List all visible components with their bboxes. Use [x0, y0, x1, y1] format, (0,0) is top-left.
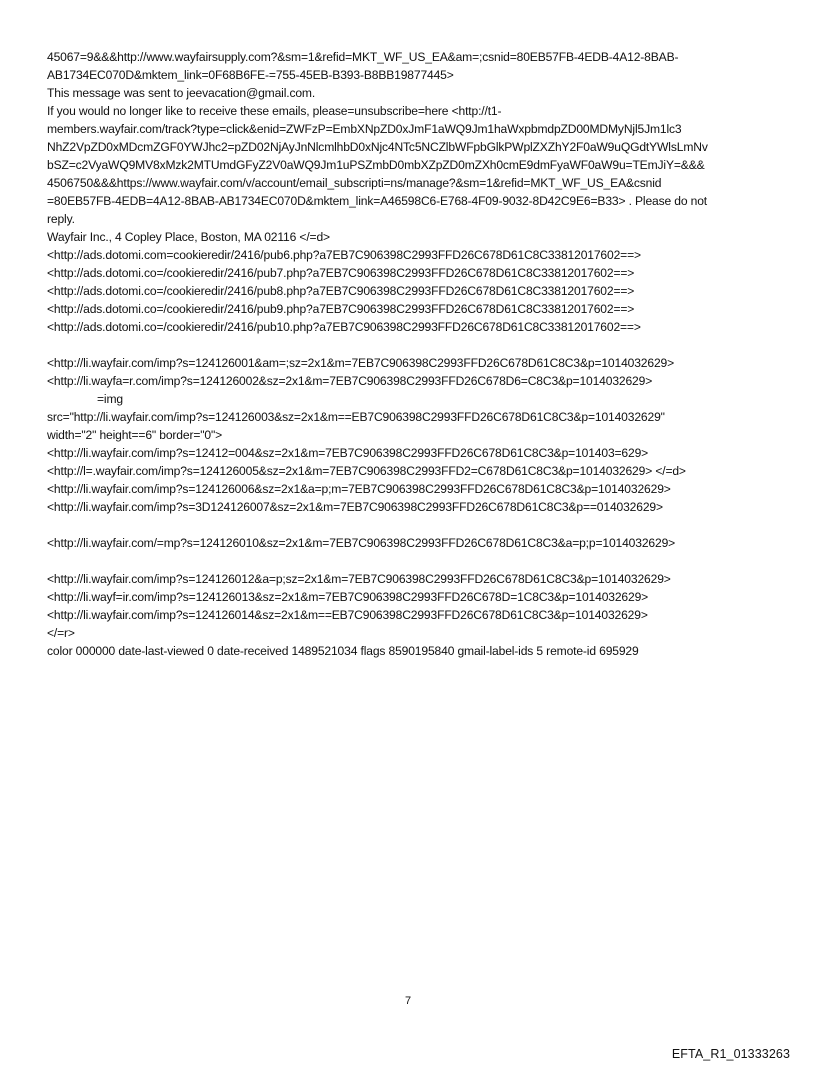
text-line: </=r>	[47, 626, 75, 640]
text-line: 45067=9&&&http://www.wayfairsupply.com?&sm=1&refid=MKT_WF_US_EA&am=;csnid=80EB57FB-4EDB-4A12-8BAB-	[47, 50, 679, 64]
text-line: <http://li.wayfair.com/imp?s=124126014&sz=2x1&m==EB7C906398C2993FFD26C678D61C8C3&p=1014032629>	[47, 608, 648, 622]
text-line: members.wayfair.com/track?type=click&enid=ZWFzP=EmbXNpZD0xJmF1aWQ9Jm1haWxpbmdpZD00MDMyNjl5Jm1lc3	[47, 122, 682, 136]
document-id: EFTA_R1_01333263	[671, 1047, 790, 1061]
blank-line	[47, 336, 782, 354]
text-line: <http://li.wayfair.com/imp?s=3D124126007&sz=2x1&m=7EB7C906398C2993FFD26C678D61C8C3&p==014032629>	[47, 500, 663, 514]
text-line: <http://li.wayf=ir.com/imp?s=124126013&sz=2x1&m=7EB7C906398C2993FFD26C678D=1C8C3&p=1014032629>	[47, 590, 649, 604]
text-line: <http://ads.dotomi.co=/cookieredir/2416/pub10.php?a7EB7C906398C2993FFD26C678D61C8C33812017602==>	[47, 320, 641, 334]
blank-line	[47, 516, 782, 534]
text-line: width="2" height==6" border="0">	[47, 428, 223, 442]
text-line: <http://li.wayfa=r.com/imp?s=124126002&sz=2x1&m=7EB7C906398C2993FFD26C678D6=C8C3&p=1014032629>	[47, 374, 653, 388]
text-line: <http://ads.dotomi.com=cookieredir/2416/pub6.php?a7EB7C906398C2993FFD26C678D61C8C33812017602==>	[47, 248, 641, 262]
text-line: src="http://li.wayfair.com/imp?s=124126003&sz=2x1&m==EB7C906398C2993FFD26C678D61C8C3&p=1014032629"	[47, 410, 665, 424]
text-line: 4506750&&&https://www.wayfair.com/v/account/email_subscripti=ns/manage?&sm=1&refid=MKT_WF_US_EA&csnid	[47, 176, 662, 190]
text-line: reply.	[47, 212, 75, 226]
text-line: bSZ=c2VyaWQ9MV8xMzk2MTUmdGFyZ2V0aWQ9Jm1uPSZmbD0mbXZpZD0mZXh0cmE9dmFyaWF0aW9u=TEmJiY=&&&	[47, 158, 705, 172]
text-line: =img	[97, 392, 123, 406]
blank-line	[47, 552, 782, 570]
text-line: If you would no longer like to receive these emails, please=unsubscribe=here <http://t1-	[47, 104, 502, 118]
text-line: =80EB57FB-4EDB=4A12-8BAB-AB1734EC070D&mktem_link=A46598C6-E768-4F09-9032-8D42C9E6=B33> . Please do not	[47, 194, 708, 208]
text-line: <http://ads.dotomi.co=/cookieredir/2416/pub8.php?a7EB7C906398C2993FFD26C678D61C8C33812017602==>	[47, 284, 635, 298]
text-line: <http://li.wayfair.com/imp?s=12412=004&sz=2x1&m=7EB7C906398C2993FFD26C678D61C8C3&p=101403=629>	[47, 446, 649, 460]
text-line: <http://li.wayfair.com/imp?s=124126006&sz=2x1&a=p;m=7EB7C906398C2993FFD26C678D61C8C3&p=1014032629>	[47, 482, 671, 496]
text-line: color 000000 date-last-viewed 0 date-received 1489521034 flags 8590195840 gmail-label-ids 5 remote-id 695929	[47, 644, 639, 658]
text-line: <http://ads.dotomi.co=/cookieredir/2416/pub7.php?a7EB7C906398C2993FFD26C678D61C8C33812017602==>	[47, 266, 635, 280]
text-line: Wayfair Inc., 4 Copley Place, Boston, MA 02116 </=d>	[47, 230, 330, 244]
text-line: AB1734EC070D&mktem_link=0F68B6FE-=755-45EB-B393-B8BB19877445>	[47, 68, 454, 82]
text-line: <http://l=.wayfair.com/imp?s=124126005&sz=2x1&m=7EB7C906398C2993FFD2=C678D61C8C3&p=1014032629> </=d>	[47, 464, 686, 478]
page-number: 7	[404, 995, 412, 1007]
text-line: NhZ2VpZD0xMDcmZGF0YWJhc2=pZD02NjAyJnNlcmlhbD0xNjc4NTc5NCZlbWFpbGlkPWplZXZhY2F0aW9uQGdtYWlsLmNv	[47, 140, 708, 154]
text-line: <http://li.wayfair.com/imp?s=124126012&a=p;sz=2x1&m=7EB7C906398C2993FFD26C678D61C8C3&p=1014032629>	[47, 572, 671, 586]
text-line: <http://li.wayfair.com/=mp?s=124126010&sz=2x1&m=7EB7C906398C2993FFD26C678D61C8C3&a=p;p=1014032629>	[47, 536, 676, 550]
text-line: <http://ads.dotomi.co=/cookieredir/2416/pub9.php?a7EB7C906398C2993FFD26C678D61C8C33812017602==>	[47, 302, 635, 316]
text-line: <http://li.wayfair.com/imp?s=124126001&am=;sz=2x1&m=7EB7C906398C2993FFD26C678D61C8C3&p=1014032629>	[47, 356, 675, 370]
email-source-text	[47, 48, 782, 660]
text-line: This message was sent to jeevacation@gmail.com.	[47, 86, 316, 100]
